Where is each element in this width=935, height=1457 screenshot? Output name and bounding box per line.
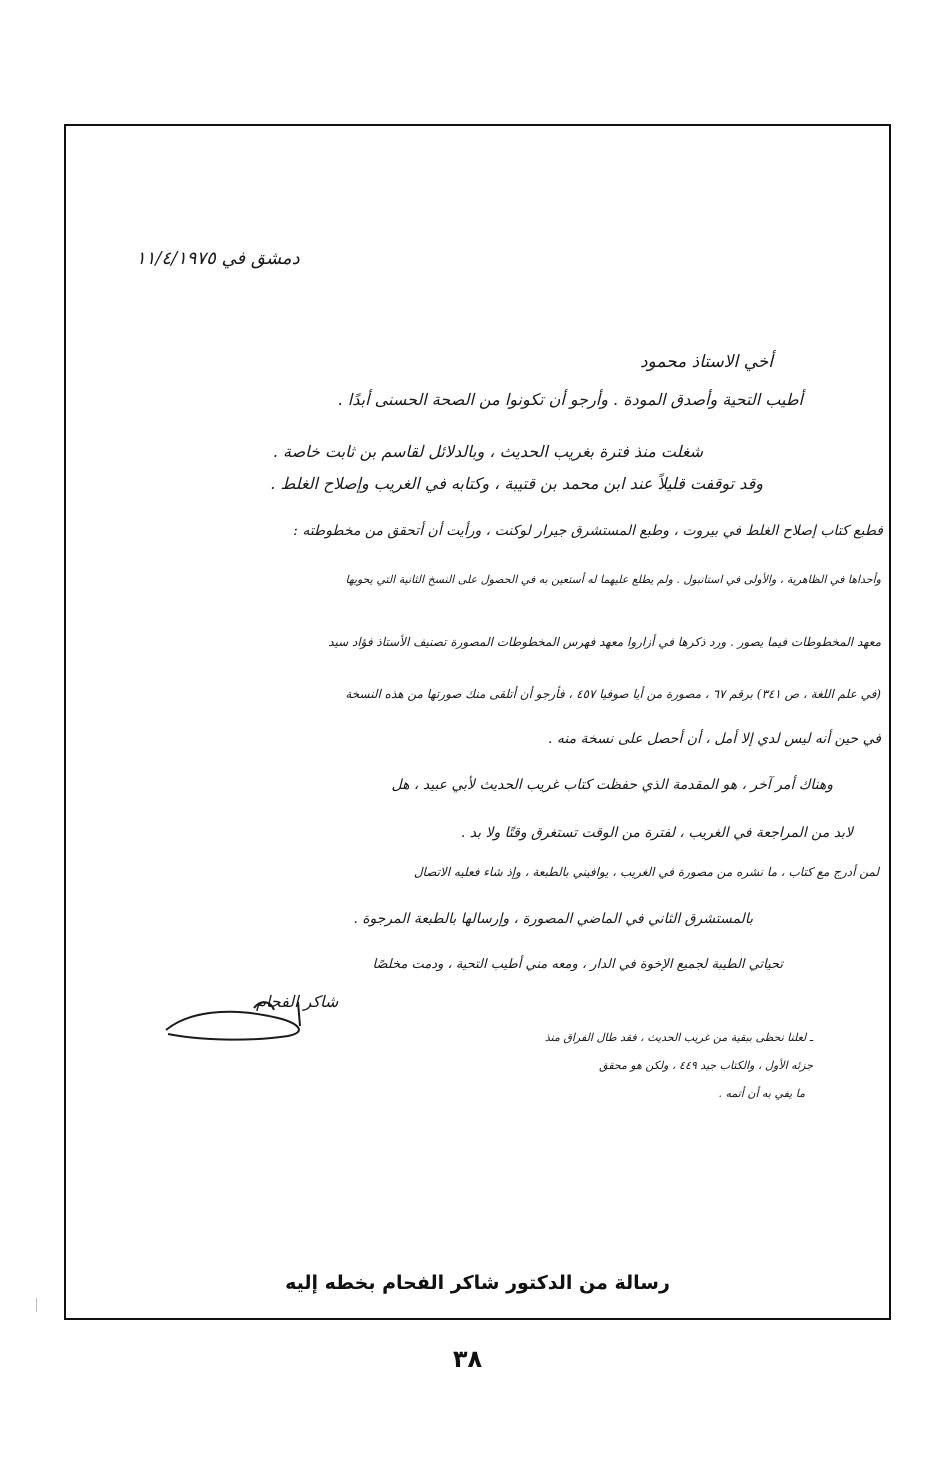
- signature-flourish: [158, 996, 318, 1046]
- letter-line: وهناك أمر آخر ، هو المقدمة الذي حفظت كتاب غريب الحديث لأبي عبيد ، هل: [391, 777, 833, 793]
- letter-dateline: دمشق في ١١/٤/١٩٧٥: [136, 248, 300, 269]
- letter-line: (في علم اللغة ، ص ٣٤١) برقم ٦٧ ، مصورة من أيا صوفيا ٤٥٧ ، فأرجو أن أتلقى منك صورتها من هذه النسخة: [345, 687, 881, 701]
- page-frame: [64, 124, 891, 1320]
- handwritten-letter: [66, 126, 893, 1226]
- postscript-line: ـ لعلنا نحظى ببقية من غريب الحديث ، فقد طال الفراق منذ: [544, 1031, 813, 1044]
- letter-line: معهد المخطوطات فيما يصور . ورد ذكرها في أزاروا معهد فهرس المخطوطات المصورة تصنيف الأستاذ فؤاد سيد: [328, 635, 881, 649]
- margin-mark: [36, 1298, 37, 1312]
- postscript-line: جزئه الأول ، والكتاب جيد ٤٤٩ ، ولكن هو محقق: [599, 1059, 813, 1072]
- letter-line: لمن أدرج مع كتاب ، ما نشره من مصورة في الغريب ، يوافيني بالطبعة ، وإذ شاء فعليه الاتصال: [413, 865, 879, 879]
- letter-salutation: أخي الاستاذ محمود: [639, 352, 773, 372]
- letter-line: وأحداها في الظاهرية ، والأولى في استانبول . ولم يطلع عليهما له أستعين به في الحصول على النسخ الثانية التي يحويها: [345, 573, 881, 586]
- letter-line: تحياتي الطيبة لجميع الإخوة في الدار ، ومعه مني أطيب التحية ، ودمت مخلصًا: [372, 957, 783, 972]
- letter-line: أطيب التحية وأصدق المودة . وأرجو أن تكونوا من الصحة الحسنى أبدًا .: [337, 390, 803, 409]
- letter-line: بالمستشرق الثاني في الماضي المصورة ، وإرسالها بالطبعة المرجوة .: [353, 911, 753, 927]
- postscript-line: ما يفي به أن أتمه .: [718, 1087, 805, 1100]
- letter-line: فطبع كتاب إصلاح الغلط في بيروت ، وطبع المستشرق جيرار لوكنت ، ورأيت أن أتحقق من مخطوطته :: [293, 523, 883, 539]
- page-number: ٣٨: [452, 1345, 483, 1373]
- letter-line: شغلت منذ فترة بغريب الحديث ، وبالدلائل لقاسم بن ثابت خاصة .: [272, 442, 703, 461]
- letter-line: لابد من المراجعة في الغريب ، لفترة من الوقت تستغرق وقتًا ولا بد .: [460, 825, 853, 841]
- letter-caption: رسالة من الدكتور شاكر الفحام بخطه إليه: [285, 1272, 670, 1294]
- letter-signer-name: شاكر الفحام: [256, 992, 339, 1011]
- letter-line: وقد توقفت قليلاً عند ابن محمد بن قتيبة ، وكتابه في الغريب وإصلاح الغلط .: [270, 474, 763, 493]
- letter-line: في حين أنه ليس لدي إلا أمل ، أن أحصل على نسخة منه .: [547, 731, 881, 747]
